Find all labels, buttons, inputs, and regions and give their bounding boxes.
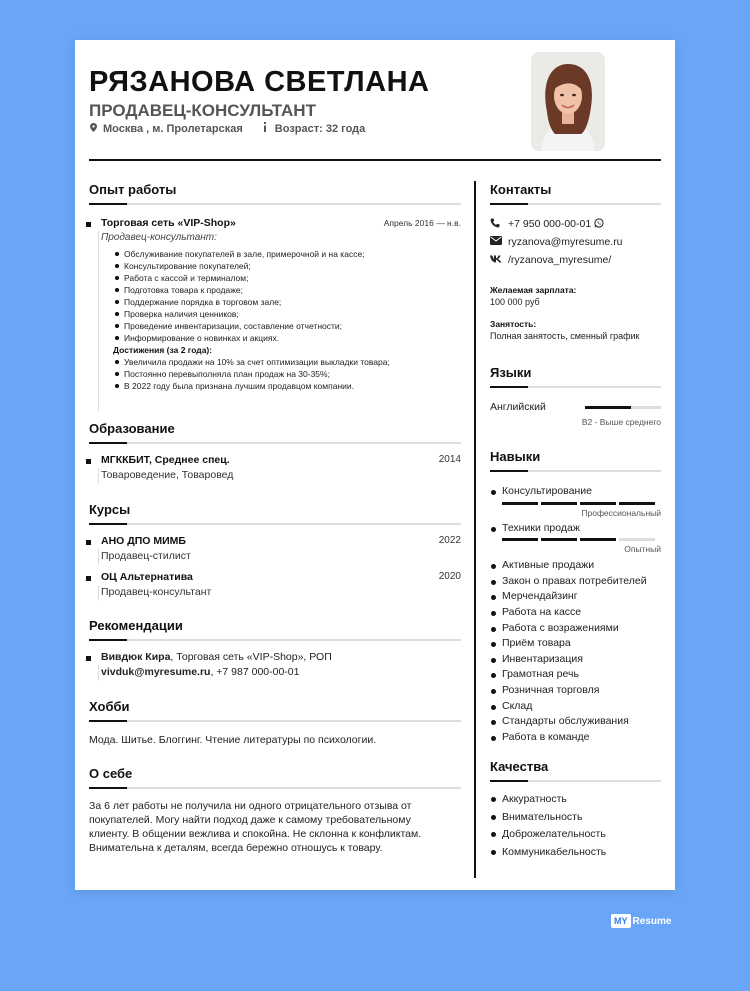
qualities-section — [490, 759, 661, 861]
rated-skill-name: Консультирование — [490, 484, 661, 500]
hobby-title: Хобби — [89, 699, 130, 714]
skill-item: Работа на кассе — [490, 605, 661, 621]
candidate-meta — [89, 122, 365, 135]
duty-item: Обслуживание покупателей в зале, примерочной и на кассе; — [113, 248, 461, 260]
education-title: Образование — [89, 421, 175, 436]
skill-item: Инвентаризация — [490, 652, 661, 668]
contact-email: ryzanova@myresume.ru — [508, 236, 623, 248]
experience-title: Опыт работы — [89, 182, 177, 197]
language-entry — [490, 401, 661, 429]
profile-photo — [531, 52, 605, 151]
skill-item: Активные продажи — [490, 558, 661, 574]
skill-level-segment — [619, 538, 655, 541]
section-rule — [490, 386, 661, 388]
duty-item: Информирование о новинках и акциях. — [113, 332, 461, 344]
language-name: Английский — [490, 401, 546, 413]
quality-item: Доброжелательность — [490, 826, 661, 844]
phone-icon — [490, 218, 508, 231]
achievement-item: В 2022 году была признана лучшим продавцом компании. — [113, 380, 461, 392]
languages-title: Языки — [490, 365, 532, 380]
logo-text: Resume — [632, 915, 672, 927]
myresume-logo — [611, 914, 671, 928]
section-rule — [89, 639, 461, 641]
course-year: 2020 — [438, 571, 461, 582]
timeline-bullet — [86, 222, 91, 227]
rated-skill — [490, 521, 661, 555]
recommender-name: Вивдюк Кира — [101, 651, 171, 663]
section-rule — [89, 720, 461, 722]
achievement-item: Постоянно перевыполняла план продаж на 30-35%; — [113, 368, 461, 380]
skill-level-segment — [502, 538, 538, 541]
quality-item: Коммуникабельность — [490, 844, 661, 862]
achievement-item: Увеличила продажи на 10% за счет оптимизации выкладки товара; — [113, 356, 461, 368]
course-subject: Продавец-стилист — [101, 550, 191, 562]
age-text: Возраст: 32 года — [274, 122, 366, 135]
hobby-text: Мода. Шитье. Блоггинг. Чтение литературы по психологии. — [89, 734, 377, 746]
languages-section — [490, 365, 661, 429]
section-rule — [490, 203, 661, 205]
job-duties-list — [113, 248, 461, 344]
info-icon — [261, 122, 269, 135]
quality-item: Аккуратность — [490, 791, 661, 809]
job-company: Торговая сеть «VIP-Shop» — [101, 217, 236, 229]
qualities-list — [490, 791, 661, 861]
recommendations-section — [89, 618, 461, 678]
job-dates: Апрель 2016 — н.в. — [383, 218, 461, 228]
timeline-line — [98, 468, 99, 484]
rated-skill-level: Опытный — [624, 544, 661, 555]
section-rule — [89, 523, 461, 525]
timeline-line — [98, 585, 99, 601]
courses-section — [89, 502, 461, 598]
rated-skill-level: Профессиональный — [581, 507, 661, 518]
timeline-line — [98, 665, 99, 681]
skill-item: Стандарты обслуживания — [490, 714, 661, 730]
education-school: МГККБИТ, Среднее спец. — [101, 454, 230, 466]
course-subject: Продавец-консультант — [101, 586, 212, 598]
timeline-bullet — [86, 656, 91, 661]
language-level-text: B2 - Выше среднего — [581, 417, 661, 427]
contact-phone: +7 950 000-00-01 — [508, 218, 592, 230]
employment-label: Занятость: — [490, 319, 537, 329]
candidate-name: РЯЗАНОВА СВЕТЛАНА — [89, 66, 430, 98]
hobby-section — [89, 699, 461, 746]
salary-value: 100 000 руб — [490, 297, 540, 307]
header-divider — [89, 159, 661, 161]
about-text: За 6 лет работы не получила ни одного отрицательного отзыва от покупателей. Могу найти подход даже к самому требовательному клиенту. В общении вежлива и спокойна. Не склонна к конфликтам. Внимательна к деталям, всегда бережно отношусь к товару. — [89, 800, 422, 854]
education-section — [89, 421, 461, 481]
column-divider — [474, 181, 476, 878]
achievements-list — [113, 356, 461, 392]
contact-vk-row[interactable] — [490, 251, 661, 269]
rated-skill-bar — [502, 538, 661, 541]
section-rule — [490, 470, 661, 472]
skills-list — [490, 558, 661, 745]
skill-item: Розничная торговля — [490, 683, 661, 699]
skill-item: Приём товара — [490, 636, 661, 652]
qualities-title: Качества — [490, 759, 549, 774]
location-text: Москва , м. Пролетарская — [103, 122, 243, 135]
job-role: Продавец-консультант: — [101, 232, 217, 243]
mail-icon — [490, 236, 508, 248]
duty-item: Проверка наличия ценников; — [113, 308, 461, 320]
recommendations-title: Рекомендации — [89, 618, 183, 633]
contacts-section — [490, 182, 661, 341]
rated-skill-name: Техники продаж — [490, 521, 661, 537]
contacts-title: Контакты — [490, 182, 552, 197]
contact-email-row[interactable] — [490, 233, 661, 251]
skill-item: Мерчендайзинг — [490, 589, 661, 605]
rated-skill-bar — [502, 502, 661, 505]
duty-item: Консультирование покупателей; — [113, 260, 461, 272]
quality-item: Внимательность — [490, 809, 661, 827]
skill-level-segment — [580, 538, 616, 541]
experience-section — [89, 182, 461, 392]
skill-item: Закон о правах потребителей — [490, 574, 661, 590]
duty-item: Поддержание порядка в торговом зале; — [113, 296, 461, 308]
timeline-bullet — [86, 576, 91, 581]
skill-level-segment — [502, 502, 538, 505]
timeline-bullet — [86, 459, 91, 464]
location-pin-icon — [89, 123, 97, 135]
achievements-title: Достижения (за 2 года): — [113, 345, 213, 355]
timeline-bullet — [86, 540, 91, 545]
course-entry — [89, 535, 461, 562]
skills-section — [490, 449, 661, 745]
timeline-line — [98, 231, 99, 411]
skill-level-segment — [619, 502, 655, 505]
section-rule — [490, 780, 661, 782]
skill-item: Склад — [490, 699, 661, 715]
logo-badge: MY — [611, 914, 631, 928]
skills-title: Навыки — [490, 449, 541, 464]
duty-item: Работа с кассой и терминалом; — [113, 272, 461, 284]
resume-page — [75, 40, 675, 890]
contact-phone-row[interactable] — [490, 215, 661, 233]
course-name: АНО ДПО МИМБ — [101, 535, 186, 547]
skill-level-segment — [541, 538, 577, 541]
about-section — [89, 766, 461, 855]
section-rule — [89, 442, 461, 444]
duty-item: Проведение инвентаризации, составление отчетности; — [113, 320, 461, 332]
skill-item: Грамотная речь — [490, 667, 661, 683]
contact-vk: /ryzanova_myresume/ — [508, 254, 612, 266]
timeline-line — [98, 549, 99, 565]
language-level-fill — [585, 406, 631, 409]
recommender-phone: , +7 987 000-00-01 — [210, 666, 300, 678]
about-title: О себе — [89, 766, 133, 781]
education-year: 2014 — [438, 454, 461, 465]
recommender-details: , Торговая сеть «VIP-Shop», РОП — [170, 651, 332, 663]
education-entry — [89, 454, 461, 481]
employment-value: Полная занятость, сменный график — [490, 331, 640, 341]
salary-label: Желаемая зарплата: — [490, 285, 577, 295]
course-name: ОЦ Альтернатива — [101, 571, 193, 583]
vk-icon — [490, 255, 508, 265]
recommender-email: vivduk@myresume.ru — [101, 666, 211, 678]
skill-item: Работа с возражениями — [490, 621, 661, 637]
education-field: Товароведение, Товаровед — [101, 469, 234, 481]
section-rule — [89, 203, 461, 205]
whatsapp-icon — [594, 218, 604, 231]
skill-item: Работа в команде — [490, 730, 661, 746]
section-rule — [89, 787, 461, 789]
duty-item: Подготовка товара к продаже; — [113, 284, 461, 296]
course-year: 2022 — [438, 535, 461, 546]
recommendation-entry — [89, 651, 461, 678]
candidate-position: ПРОДАВЕЦ-КОНСУЛЬТАНТ — [89, 101, 316, 120]
rated-skill — [490, 484, 661, 518]
courses-title: Курсы — [89, 502, 131, 517]
course-entry — [89, 571, 461, 598]
skill-level-segment — [580, 502, 616, 505]
language-level-bar — [585, 406, 661, 409]
skill-level-segment — [541, 502, 577, 505]
job-entry — [89, 217, 461, 392]
